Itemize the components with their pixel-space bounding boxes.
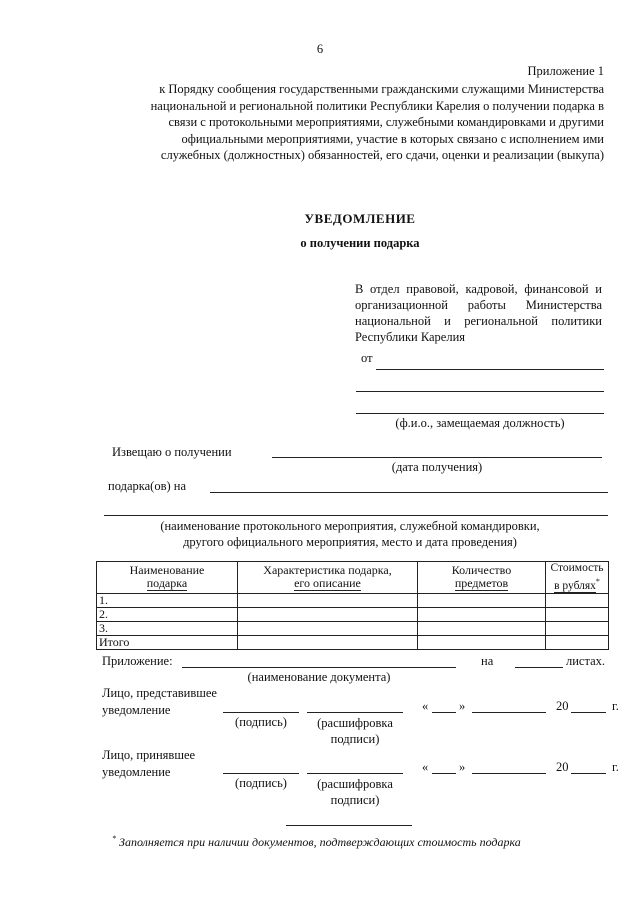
page-number: 6: [316, 42, 324, 56]
decode-caption-line: подписи): [330, 732, 380, 746]
submitter-month-field[interactable]: [472, 712, 546, 713]
notice-subtitle: о получении подарка: [300, 236, 420, 250]
appendix-line: официальными мероприятиями, участие в которых связано с исполнением ими: [181, 131, 604, 146]
receiver-decode-caption: [305, 776, 405, 808]
decode-caption-line: (расшифровка: [317, 716, 393, 730]
receipt-label: Извещаю о получении: [112, 445, 232, 459]
receiver-signature-caption: (подпись): [235, 776, 287, 790]
attachment-sheets-label: листах.: [566, 654, 606, 668]
appendix-line: к Порядку сообщения государственными гражданскими служащими Министерства: [159, 82, 604, 96]
header-quantity-line2: предметов: [454, 576, 509, 591]
table-cell[interactable]: [546, 621, 609, 635]
addressee-line: Республики Карелия: [355, 330, 466, 344]
table-cell[interactable]: [418, 607, 546, 621]
receiver-signature-field[interactable]: [223, 773, 299, 774]
row-number: 2.: [97, 607, 238, 621]
event-caption-line: (наименование протокольного мероприятия, служебной командировки,: [160, 519, 540, 533]
footnote-separator: [286, 825, 412, 826]
attachment-document-field[interactable]: [182, 667, 456, 668]
table-cell[interactable]: [546, 593, 609, 607]
receiver-label: [102, 747, 195, 781]
header-description: [238, 562, 418, 594]
gift-label: подарка(ов) на: [108, 479, 187, 493]
table-row: [97, 593, 609, 607]
header-cost-footnote-mark: *: [595, 577, 600, 586]
receiver-label-line: Лицо, принявшее: [102, 748, 196, 762]
header-quantity-line1: Количество: [451, 563, 512, 578]
footnote: [112, 834, 521, 850]
gifts-table: [96, 561, 609, 650]
receipt-caption: (дата получения): [391, 460, 483, 474]
receipt-date-field[interactable]: [272, 457, 602, 458]
attachment-on-label: на: [481, 654, 494, 668]
event-caption: [60, 518, 640, 550]
table-cell[interactable]: [418, 593, 546, 607]
table-header-row: [97, 562, 609, 594]
appendix-line: национальной и региональной политики Республики Карелия о получении подарка в: [150, 98, 604, 113]
receiver-month-field[interactable]: [472, 773, 546, 774]
from-label: от: [361, 351, 373, 365]
submitter-signature-field[interactable]: [223, 712, 299, 713]
row-number: 1.: [97, 593, 238, 607]
submitter-date-open: «: [422, 699, 429, 713]
submitter-year-suffix: г.: [612, 699, 619, 713]
addressee-line: В отдел правовой, кадровой, финансовой и: [355, 282, 602, 296]
submitter-decode-caption: [305, 715, 405, 747]
gift-event-field-2[interactable]: [104, 515, 608, 516]
appendix-text: [60, 81, 604, 164]
from-caption: (ф.и.о., замещаемая должность): [395, 416, 565, 430]
header-quantity: [418, 562, 546, 594]
footnote-text: Заполняется при наличии документов, подтверждающих стоимость подарка: [119, 835, 521, 849]
receiver-decode-field[interactable]: [307, 773, 403, 774]
appendix-line: служебных (должностных) обязанностей, его сдачи, оценки и реализации (выкупа): [160, 148, 604, 162]
from-field-line-2[interactable]: [356, 391, 604, 392]
header-name-line1: Наименование: [129, 563, 205, 578]
submitter-year-prefix: 20: [556, 699, 569, 713]
header-cost-line2: в рублях: [554, 579, 596, 592]
row-number: 3.: [97, 621, 238, 635]
submitter-label-line: Лицо, представившее: [102, 686, 217, 700]
header-description-line2: его описание: [294, 576, 361, 591]
receiver-date-open: «: [422, 760, 429, 774]
header-cost-line1: Стоимость: [550, 562, 604, 574]
table-cell[interactable]: [238, 593, 418, 607]
header-cost: [546, 562, 609, 594]
from-field-line-3[interactable]: [356, 413, 604, 414]
submitter-signature-caption: (подпись): [235, 715, 287, 729]
from-field-line-1[interactable]: [376, 369, 604, 370]
attachment-sheets-field[interactable]: [515, 667, 563, 668]
header-name: [97, 562, 238, 594]
table-row: [97, 621, 609, 635]
submitter-label-line: уведомление: [102, 703, 171, 717]
table-total-row: [97, 635, 609, 649]
table-row: [97, 607, 609, 621]
receiver-year-prefix: 20: [556, 760, 569, 774]
receiver-day-field[interactable]: [432, 773, 456, 774]
receiver-label-line: уведомление: [102, 765, 171, 779]
addressee-line: национальной и региональной политики: [355, 314, 602, 328]
event-caption-line: другого официального мероприятия, место и дата проведения): [183, 535, 517, 549]
addressee-line: организационной работы Министерства: [355, 298, 602, 312]
table-cell[interactable]: [546, 607, 609, 621]
notice-title: УВЕДОМЛЕНИЕ: [304, 211, 416, 226]
submitter-decode-field[interactable]: [307, 712, 403, 713]
gift-event-field-1[interactable]: [210, 492, 608, 493]
table-cell[interactable]: [238, 635, 418, 649]
header-name-line2: подарка: [146, 576, 188, 591]
attachment-label: Приложение:: [102, 654, 173, 668]
decode-caption-line: подписи): [330, 793, 380, 807]
decode-caption-line: (расшифровка: [317, 777, 393, 791]
appendix-title: Приложение 1: [527, 64, 604, 78]
header-description-line1: Характеристика подарка,: [263, 563, 392, 578]
receiver-date-close: »: [459, 760, 466, 774]
submitter-year-field[interactable]: [571, 712, 606, 713]
submitter-day-field[interactable]: [432, 712, 456, 713]
submitter-date-close: »: [459, 699, 466, 713]
total-label: Итого: [97, 635, 238, 649]
footnote-mark: *: [112, 834, 116, 843]
addressee-block: [355, 281, 602, 345]
receiver-year-field[interactable]: [571, 773, 606, 774]
table-cell[interactable]: [546, 635, 609, 649]
table-cell[interactable]: [238, 621, 418, 635]
table-cell[interactable]: [418, 635, 546, 649]
receiver-year-suffix: г.: [612, 760, 619, 774]
table-cell[interactable]: [238, 607, 418, 621]
submitter-label: [102, 685, 217, 719]
table-cell[interactable]: [418, 621, 546, 635]
attachment-caption: (наименование документа): [247, 670, 391, 684]
appendix-line: связи с протокольными мероприятиями, служебными командировками и другими: [168, 115, 604, 129]
